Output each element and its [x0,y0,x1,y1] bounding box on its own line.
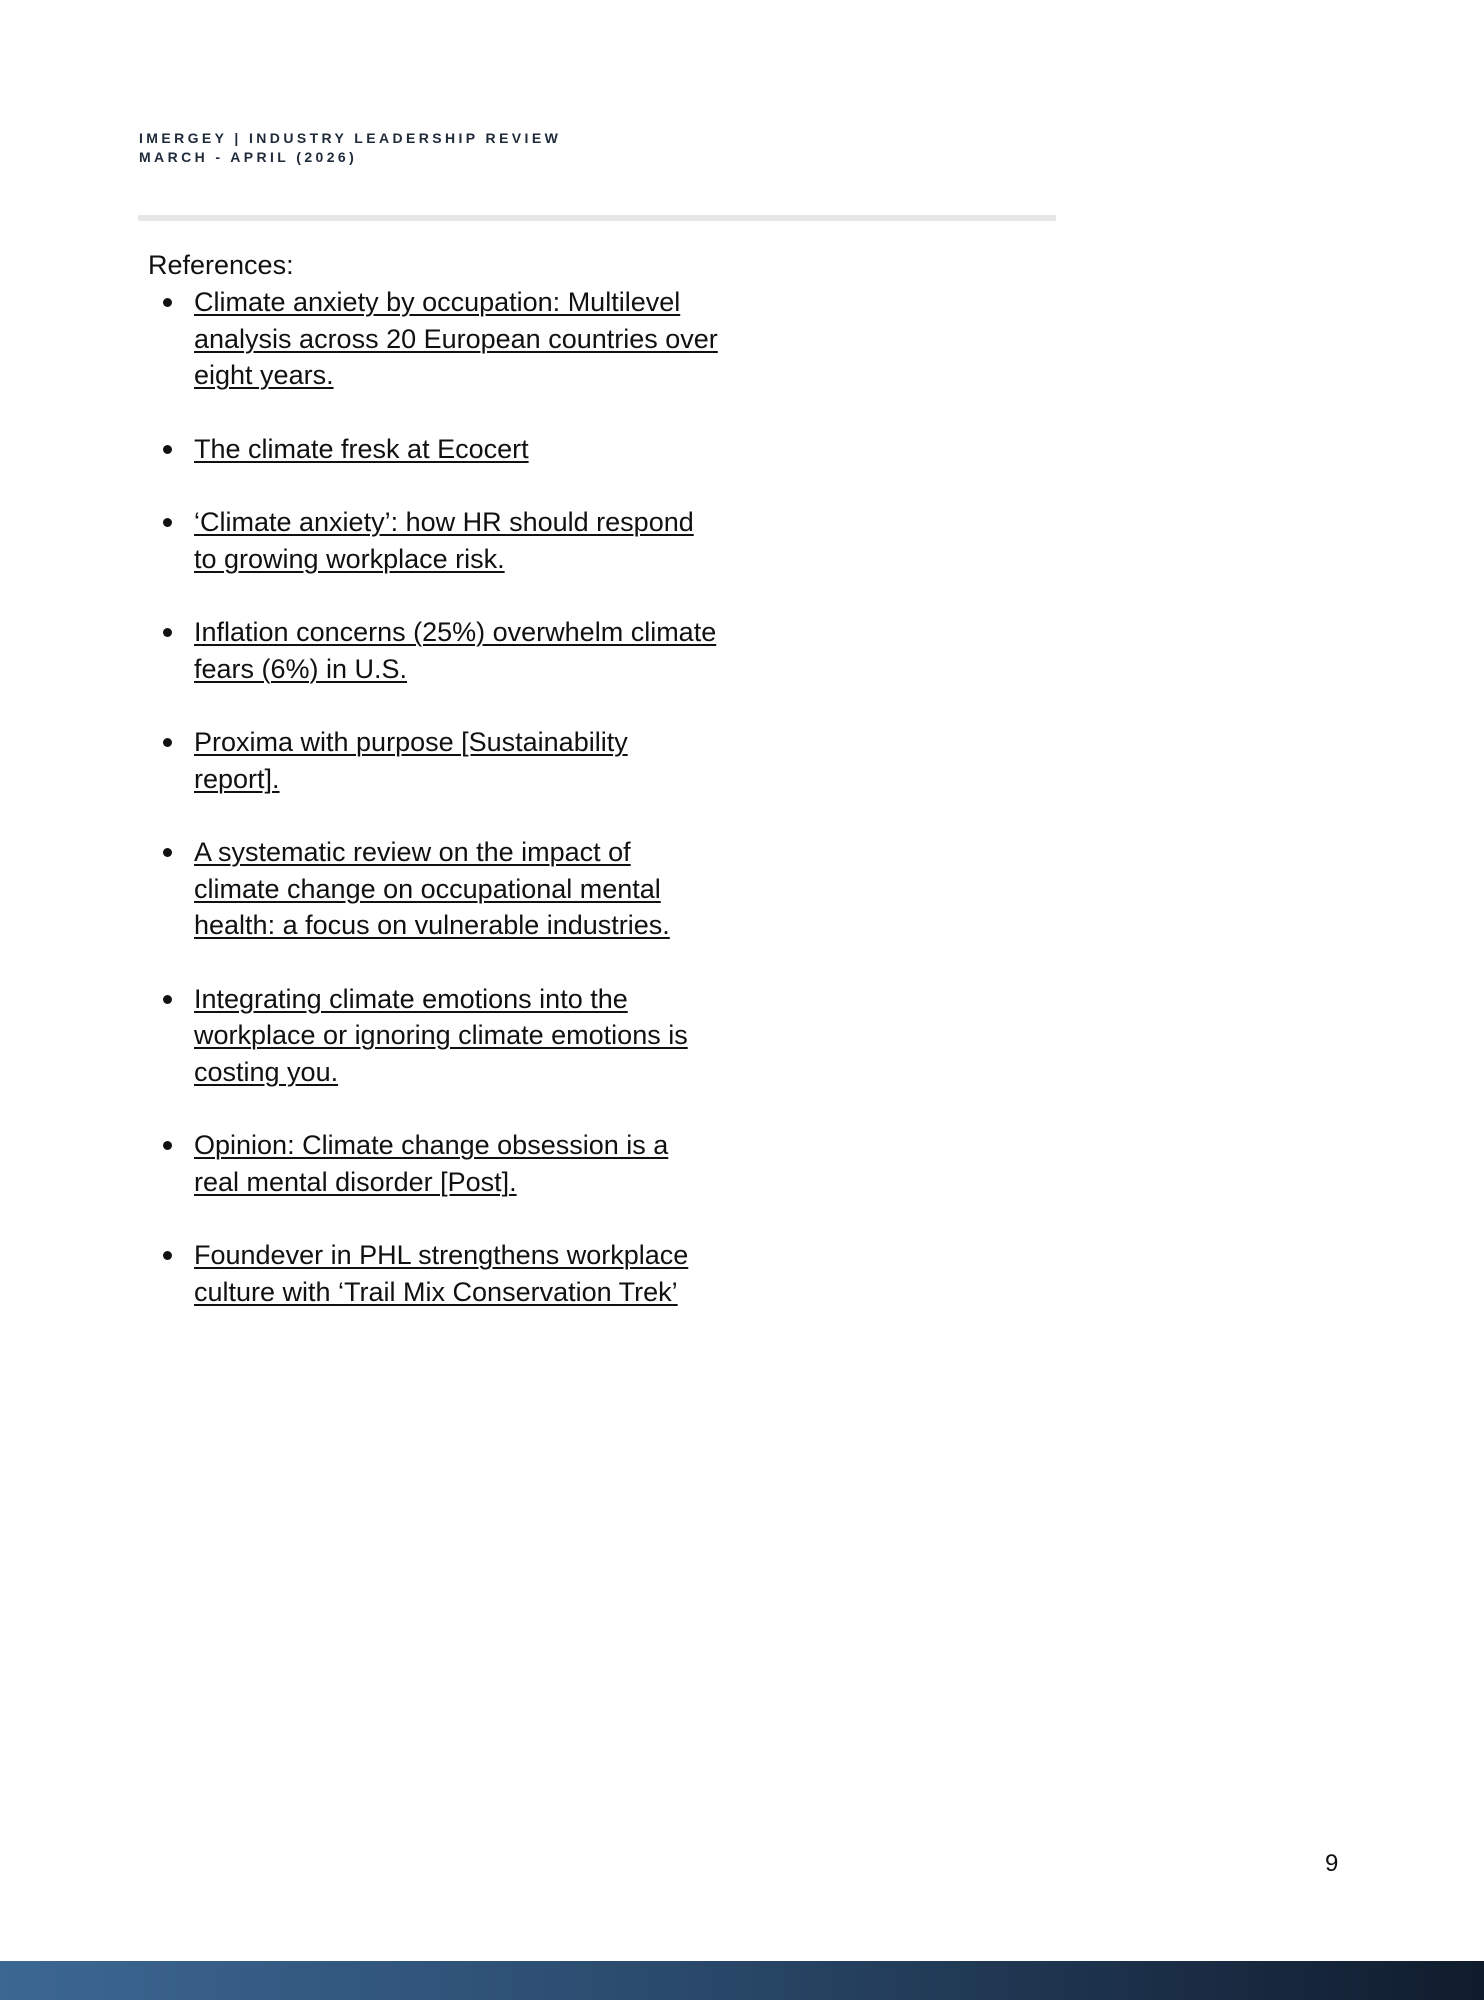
bullet-icon [163,848,172,857]
bullet-icon [163,1141,172,1150]
bullet-icon [163,738,172,747]
reference-item [160,1237,720,1310]
footer-bar [0,1961,1484,2000]
reference-item [160,504,720,577]
reference-item [160,724,720,797]
reference-link[interactable]: Inflation concerns (25%) overwhelm climate fears (6%) in U.S. [194,617,717,684]
reference-link[interactable]: Proxima with purpose [Sustainability report]. [194,727,628,794]
reference-item [160,614,720,687]
page-number: 9 [1325,1850,1339,1877]
publication-issue-date: MARCH - APRIL (2026) [139,149,358,165]
bullet-icon [163,518,172,527]
bullet-icon [163,995,172,1004]
reference-item [160,284,720,394]
reference-link[interactable]: The climate fresk at Ecocert [194,433,529,464]
reference-link[interactable]: Opinion: Climate change obsession is a real mental disorder [Post]. [194,1130,669,1197]
references-list [160,284,720,1347]
reference-link[interactable]: ‘Climate anxiety’: how HR should respond to growing workplace risk. [194,507,694,574]
bullet-icon [163,445,172,454]
bullet-icon [163,298,172,307]
reference-item [160,1127,720,1200]
bullet-icon [163,1251,172,1260]
references-heading: References: [148,250,294,280]
publication-title: IMERGEY | INDUSTRY LEADERSHIP REVIEW [139,130,562,146]
reference-link[interactable]: Foundever in PHL strengthens workplace culture with ‘Trail Mix Conservation Trek’ [194,1240,689,1307]
reference-item [160,431,720,468]
reference-item [160,981,720,1091]
reference-link[interactable]: Climate anxiety by occupation: Multilevel analysis across 20 European countries over eight years. [194,287,718,390]
reference-link[interactable]: Integrating climate emotions into the workplace or ignoring climate emotions is costing you. [194,983,688,1087]
reference-link[interactable]: A systematic review on the impact of climate change on occupational mental health: a focus on vulnerable industries. [194,837,670,940]
bullet-icon [163,628,172,637]
header-divider [138,215,1056,221]
reference-item [160,834,720,944]
publication-header [139,129,561,167]
